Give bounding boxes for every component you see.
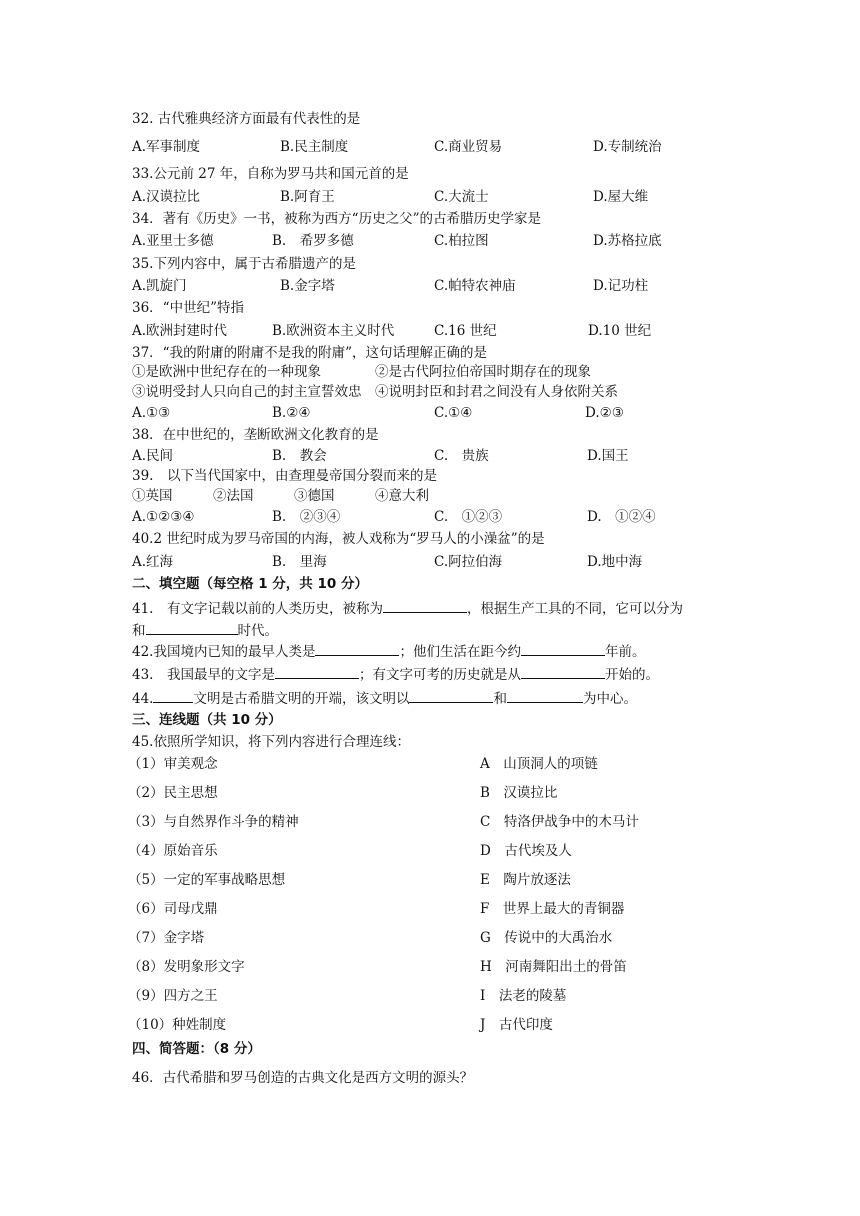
match-left-item: （4）原始音乐 xyxy=(128,843,218,859)
q37-option-d: D.②③ xyxy=(585,405,624,421)
q34-option-a: A.亚里士多德 xyxy=(132,233,214,249)
q32-option-b: B.民主制度 xyxy=(280,139,349,155)
q33-option-d: D.屋大维 xyxy=(593,189,649,205)
q37-statements-2: ③说明受封人只向自己的封主宣誓效忠 ④说明封臣和封君之间没有人身依附关系 xyxy=(132,384,618,400)
q35-option-a: A.凯旋门 xyxy=(132,278,187,294)
match-right-item: G 传说中的大禹治水 xyxy=(480,930,613,946)
q34-option-d: D.苏格拉底 xyxy=(593,233,662,249)
section-4-title: 四、简答题：（8 分） xyxy=(132,1041,261,1057)
match-left-item: （3）与自然界作斗争的精神 xyxy=(128,814,299,830)
q38-option-a: A.民间 xyxy=(132,448,174,464)
question-33-stem: 33.公元前 27 年，自称为罗马共和国元首的是 xyxy=(132,166,409,182)
q36-option-d: D.10 世纪 xyxy=(588,323,652,339)
question-36-stem: 36．“中世纪”特指 xyxy=(132,300,244,316)
q38-option-c: C. 贵族 xyxy=(434,448,489,464)
fill-blank[interactable] xyxy=(275,664,359,679)
question-34-stem: 34．著有《历史》一书，被称为西方“历史之父”的古希腊历史学家是 xyxy=(132,211,541,227)
fill-blank[interactable] xyxy=(153,688,193,703)
section-2-title: 二、填空题（每空格 1 分，共 10 分） xyxy=(132,576,368,592)
fill-blank[interactable] xyxy=(383,598,467,613)
fill-blank[interactable] xyxy=(521,664,605,679)
q33-option-a: A.汉谟拉比 xyxy=(132,189,201,205)
question-37-stem: 37．“我的附庸的附庸不是我的附庸”，这句话理解正确的是 xyxy=(132,345,487,361)
match-left-item: （1）审美观念 xyxy=(128,756,218,772)
q40-option-a: A.红海 xyxy=(132,554,174,570)
q32-option-a: A.军事制度 xyxy=(132,139,201,155)
q35-option-d: D.记功柱 xyxy=(593,278,649,294)
q33-option-b: B.阿育王 xyxy=(280,189,335,205)
q36-option-b: B.欧洲资本主义时代 xyxy=(272,323,395,339)
q33-option-c: C.大流士 xyxy=(434,189,489,205)
q39-countries: ①英国 ②法国 ③德国 ④意大利 xyxy=(132,488,429,504)
question-39-stem: 39. 以下当代国家中，由查理曼帝国分裂而来的是 xyxy=(132,468,437,484)
match-left-item: （10）种姓制度 xyxy=(128,1017,227,1033)
match-left-item: （6）司母戊鼎 xyxy=(128,901,218,917)
fill-blank[interactable] xyxy=(146,620,238,635)
question-44: 44. 文明是古希腊文明的开端，该文明以 和 为中心。 xyxy=(132,688,637,708)
question-40-stem: 40.2 世纪时成为罗马帝国的内海，被人戏称为“罗马人的小澡盆”的是 xyxy=(132,531,545,547)
match-right-item: F 世界上最大的青铜器 xyxy=(480,901,625,917)
q37-option-b: B.②④ xyxy=(272,405,311,421)
q38-option-d: D.国王 xyxy=(587,448,629,464)
q39-option-d: D. ①②④ xyxy=(587,509,656,525)
match-left-item: （7）金字塔 xyxy=(128,930,205,946)
q32-option-c: C.商业贸易 xyxy=(434,139,503,155)
question-32-stem: 32. 古代雅典经济方面最有代表性的是 xyxy=(132,111,361,127)
question-46: 46．古代希腊和罗马创造的古典文化是西方文明的源头？ xyxy=(132,1070,474,1086)
match-right-item: C 特洛伊战争中的木马计 xyxy=(480,814,639,830)
match-right-item: E 陶片放逐法 xyxy=(480,872,571,888)
q34-option-b: B. 希罗多德 xyxy=(272,233,354,249)
question-35-stem: 35.下列内容中，属于古希腊遗产的是 xyxy=(132,256,356,272)
fill-blank[interactable] xyxy=(507,688,583,703)
match-right-item: A 山顶洞人的项链 xyxy=(480,756,598,772)
q40-option-b: B. 里海 xyxy=(272,554,327,570)
q39-option-b: B. ②③④ xyxy=(272,509,341,525)
question-41-line-2: 和 时代。 xyxy=(132,620,278,640)
match-left-item: （8）发明象形文字 xyxy=(128,959,245,975)
match-left-item: （9）四方之王 xyxy=(128,988,218,1004)
q39-option-c: C. ①②③ xyxy=(434,509,503,525)
section-3-title: 三、连线题（共 10 分） xyxy=(132,712,282,728)
question-42: 42.我国境内已知的最早人类是 ；他们生活在距今约 年前。 xyxy=(132,641,645,661)
q36-option-a: A.欧洲封建时代 xyxy=(132,323,228,339)
q32-option-d: D.专制统治 xyxy=(593,139,662,155)
question-41-line-1: 41. 有文字记载以前的人类历史，被称为 ，根据生产工具的不同，它可以分为 xyxy=(132,598,683,618)
match-right-item: B 汉谟拉比 xyxy=(480,785,558,801)
match-right-item: I 法老的陵墓 xyxy=(480,988,567,1004)
match-right-item: D 古代埃及人 xyxy=(480,843,572,859)
match-left-item: （5）一定的军事战略思想 xyxy=(128,872,286,888)
q37-statements-1: ①是欧洲中世纪存在的一种现象 ②是古代阿拉伯帝国时期存在的现象 xyxy=(132,364,591,380)
fill-blank[interactable] xyxy=(409,688,493,703)
q36-option-c: C.16 世纪 xyxy=(434,323,497,339)
q40-option-d: D.地中海 xyxy=(587,554,643,570)
match-left-item: （2）民主思想 xyxy=(128,785,218,801)
q40-option-c: C.阿拉伯海 xyxy=(434,554,503,570)
fill-blank[interactable] xyxy=(521,641,605,656)
match-right-item: J 古代印度 xyxy=(480,1017,553,1033)
q38-option-b: B. 教会 xyxy=(272,448,327,464)
match-right-item: H 河南舞阳出土的骨笛 xyxy=(480,959,627,975)
q35-option-c: C.帕特农神庙 xyxy=(434,278,516,294)
fill-blank[interactable] xyxy=(315,641,399,656)
question-43: 43. 我国最早的文字是 ；有文字可考的历史就是从 开始的。 xyxy=(132,664,659,684)
question-38-stem: 38．在中世纪的，垄断欧洲文化教育的是 xyxy=(132,427,379,443)
q37-option-c: C.①④ xyxy=(434,405,473,421)
q37-option-a: A.①③ xyxy=(132,405,171,421)
question-45-instruction: 45.依照所学知识，将下列内容进行合理连线： xyxy=(132,734,410,750)
q34-option-c: C.柏拉图 xyxy=(434,233,489,249)
q35-option-b: B.金字塔 xyxy=(280,278,335,294)
q39-option-a: A.①②③④ xyxy=(132,509,195,525)
